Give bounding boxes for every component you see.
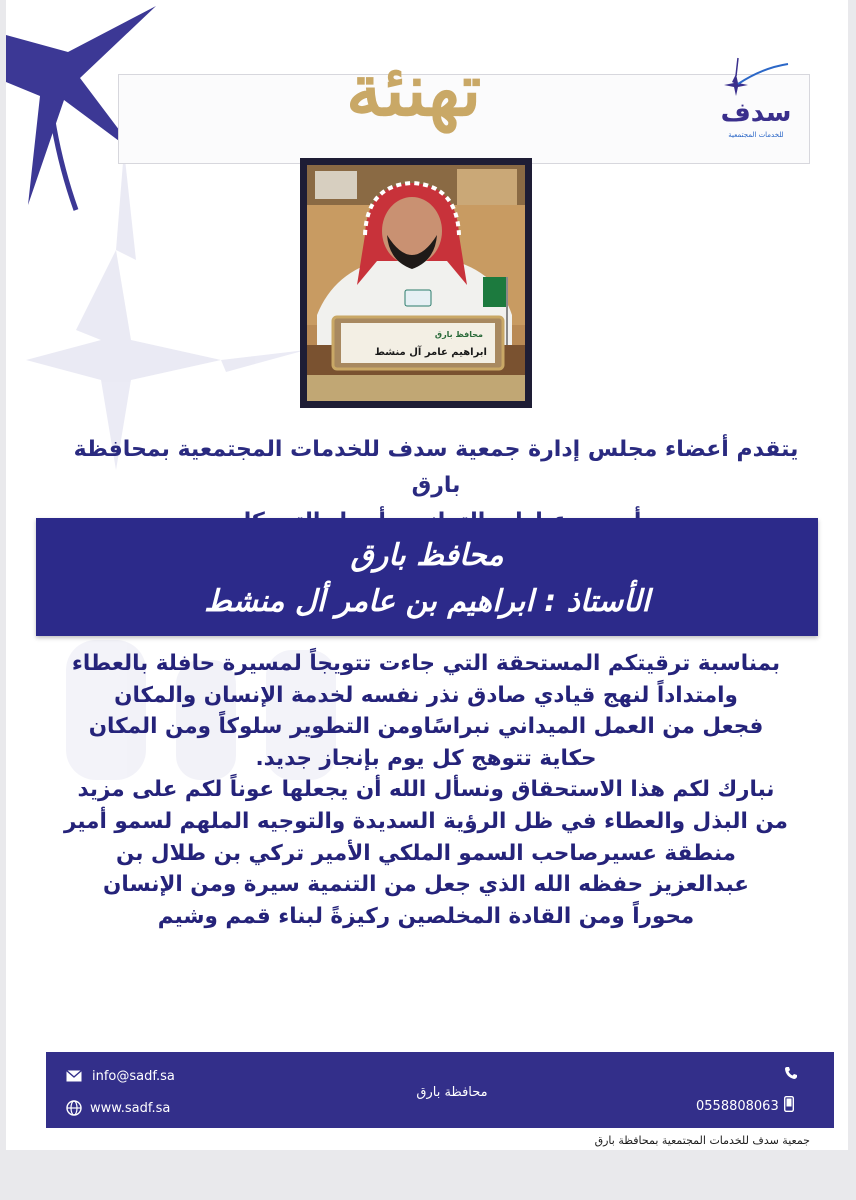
congratulation-message — [36, 648, 816, 932]
message-line: حكاية تتوهج كل يوم بإنجاز جديد. — [255, 745, 597, 771]
phone-icon — [784, 1066, 798, 1080]
message-line: من البذل والعطاء في ظل الرؤية السديدة والتوجيه الملهم لسمو أمير — [64, 808, 788, 834]
logo-name: سدف — [720, 98, 792, 128]
congratulations-title: تهنئة — [346, 47, 482, 132]
message-line: بمناسبة ترقيتكم المستحقة التي جاءت تتويجاً لمسيرة حافلة بالعطاء — [71, 651, 781, 676]
message-line: نبارك لكم هذا الاستحقاق ونسأل الله أن يجعلها عوناً لكم على مزيد — [77, 777, 775, 803]
portrait-image — [307, 165, 525, 401]
governorate-label: محافظة بارق — [416, 1085, 488, 1100]
website-link[interactable]: www.sadf.sa — [90, 1101, 171, 1116]
contact-footer — [46, 1052, 834, 1128]
nameplate-name: ابراهيم عامر آل منشط — [374, 347, 487, 358]
message-line: فجعل من العمل الميداني نبراسًاومن التطوير سلوكاً ومن المكان — [88, 714, 764, 740]
phone-number[interactable]: 0558808063 — [696, 1099, 779, 1114]
message-line: محوراً ومن القادة المخلصين ركيزةً لبناء قمم وشيم — [157, 903, 695, 929]
logo-star-icon — [692, 54, 820, 104]
message-line: عبدالعزيز حفظه الله الذي جعل من التنمية سيرة ومن الإنسان — [103, 872, 749, 898]
message-line: منطقة عسيرصاحب السمو الملكي الأمير تركي بن طلال بن — [116, 840, 736, 866]
mail-icon — [66, 1070, 82, 1082]
honoree-photo — [300, 158, 532, 408]
nameplate-title: محافظ بارق — [434, 330, 483, 339]
honoree-position: محافظ بارق — [350, 538, 504, 573]
letter-sheet — [6, 0, 848, 1150]
globe-icon — [66, 1100, 82, 1116]
honoree-banner — [36, 518, 818, 636]
organization-caption: جمعية سدف للخدمات المجتمعية بمحافظة بارق — [594, 1134, 810, 1147]
sadf-logo — [692, 54, 820, 150]
message-line: وامتداداً لنهج قيادي صادق نذر نفسه لخدمة الإنسان والمكان — [114, 682, 738, 708]
email-link[interactable]: info@sadf.sa — [92, 1069, 175, 1084]
honoree-name: الأستاذ : ابراهيم بن عامر أل منشط — [204, 584, 650, 619]
mobile-icon — [784, 1096, 794, 1112]
logo-subtitle: للخدمات المجتمعية — [728, 131, 784, 139]
intro-line-1: يتقدم أعضاء مجلس إدارة جمعية سدف للخدمات المجتمعية بمحافظة بارق — [73, 437, 799, 498]
